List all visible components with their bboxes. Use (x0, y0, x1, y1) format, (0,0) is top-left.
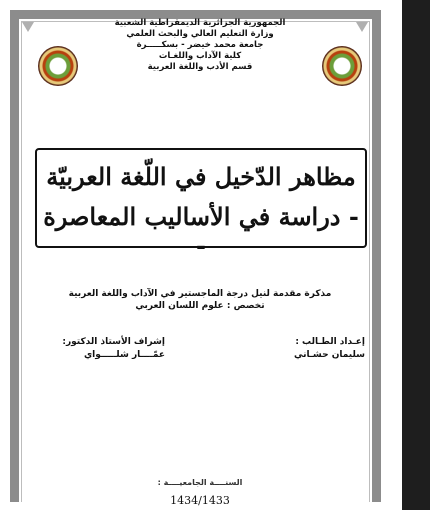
degree-line: مذكرة مقدمة لنيل درجة الماجستير في الآداب واللغة العربية (68, 289, 332, 299)
inner-frame-left (21, 21, 22, 502)
academic-year-label: السنــــة الجامعيــــة : (157, 478, 243, 487)
supervisor-name: عمّــــار شلـــــواي (83, 350, 165, 360)
border-right (372, 10, 381, 502)
supervisor-block (25, 336, 165, 362)
title-box (35, 148, 367, 260)
border-left (10, 10, 19, 502)
corner-ornament-left (22, 22, 34, 32)
supervisor-label: إشراف الأستاذ الدكتور: (62, 337, 165, 347)
viewer-side-panel (402, 0, 430, 510)
header-line-faculty: كلية الآداب واللغـات (158, 51, 242, 61)
student-label: إعـداد الطـالب : (295, 337, 365, 347)
corner-ornament-right (356, 22, 368, 32)
student-name: سليمان حشـاني (293, 350, 365, 360)
header-line-university: جامعة محمد خيضر - بسكـــــرة (136, 40, 264, 50)
header-line-department: قسم الأدب واللغة العربية (147, 62, 253, 72)
academic-year-value: 1434/1433 (170, 494, 230, 507)
header-line-republic: الجمهورية الجزائرية الديمقراطية الشعبية (114, 18, 286, 28)
thesis-title: مظاهر الدّخيل في اللّغة العربيّة (46, 162, 356, 191)
university-logo-left-icon (38, 46, 78, 86)
student-block (225, 336, 365, 362)
header-line-ministry: وزارة التعليم العالي والبحث العلمي (126, 29, 274, 39)
university-logo-right-icon (322, 46, 362, 86)
institution-header (85, 18, 315, 73)
degree-statement (60, 288, 340, 312)
thesis-subtitle: - دراسة في الأساليب المعاصرة - (43, 202, 359, 260)
inner-frame-right (369, 21, 370, 502)
specialization-line: تخصص : علوم اللسان العربي (135, 301, 265, 311)
